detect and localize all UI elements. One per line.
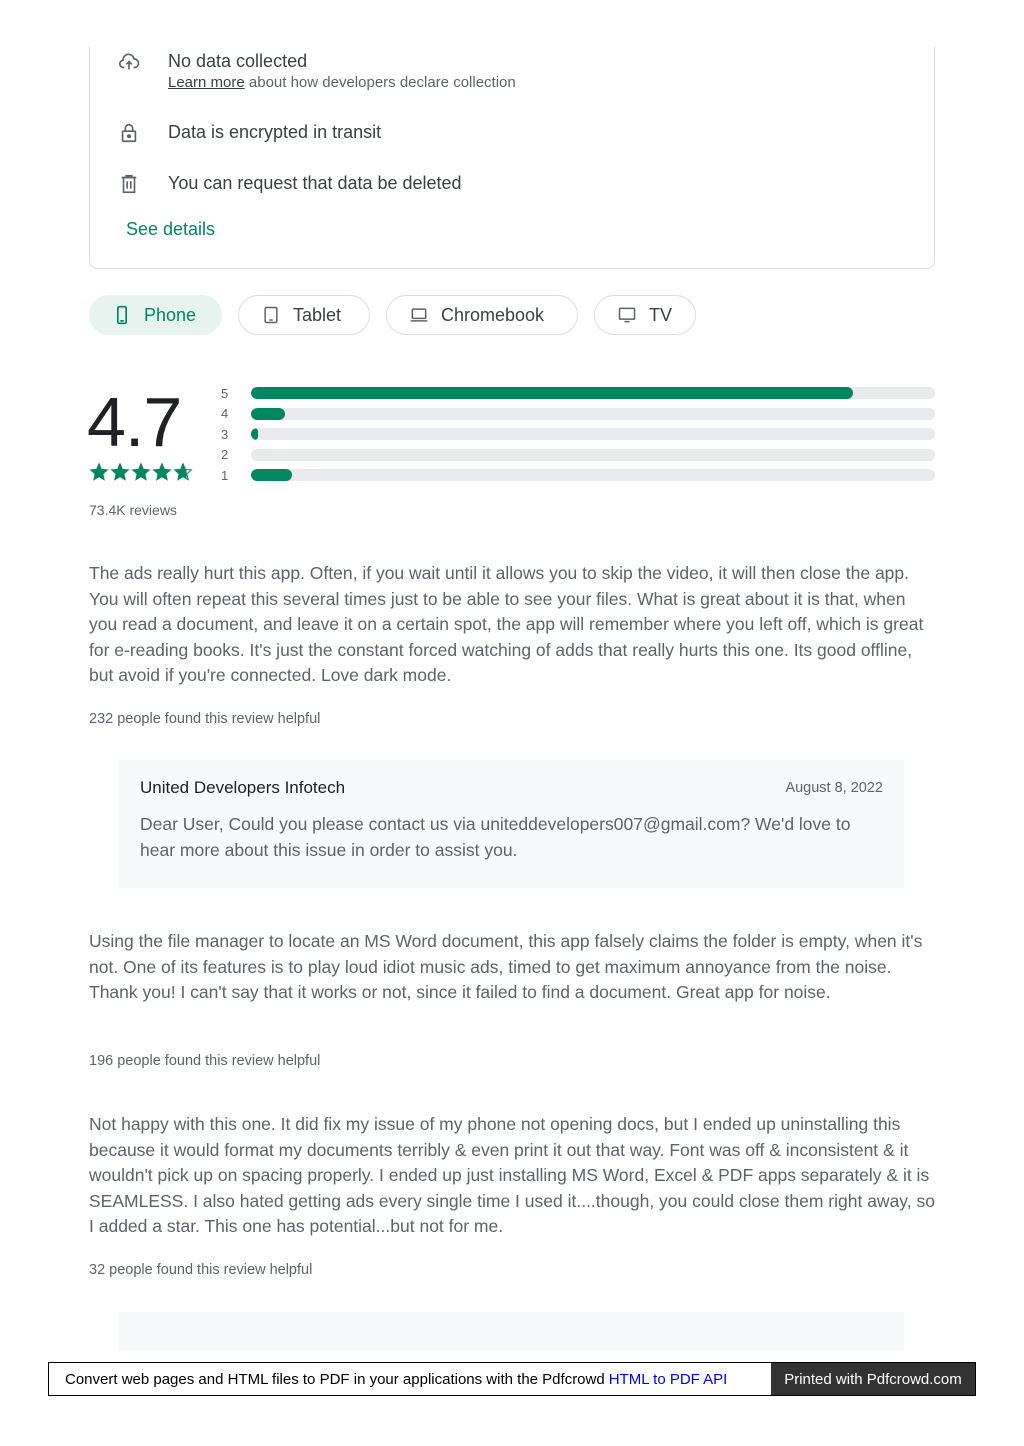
- banner-text: Convert web pages and HTML files to PDF in your applications with the Pdfcrowd: [65, 1370, 605, 1388]
- histogram-fill: [251, 387, 853, 399]
- histogram-row-4: [221, 404, 935, 425]
- chip-tv-label: TV: [649, 304, 673, 325]
- histogram-row-1: [221, 465, 935, 486]
- chip-phone[interactable]: [89, 295, 222, 335]
- review-text: The ads really hurt this app. Often, if you wait until it allows you to skip the video, it will then close the app. You will often repeat this several times just to be able to see your files. What is great about it is that, when you read a document, and leave it on a certain spot, the app will remember where you left off, which is great for e-reading books. It's just the constant forced watching of adds that really hurts this one. Its good offline, but avoid if you're connected. Love dark mode.: [89, 563, 924, 685]
- helpful-count: 32 people found this review helpful: [89, 1262, 313, 1278]
- star-icon: [110, 462, 130, 482]
- review-text: Not happy with this one. It did fix my issue of my phone not opening docs, but I ended up uninstalling this because it would format my documents terribly & even print it out that way. Font was off & inconsistent & it wouldn't pick up on spacing properly. I ended up just installing MS Word, Excel & PDF apps separately & it is SEAMLESS. I also hated getting ads every single time I used it....though, you could close them right away, so I added a star. This one has potential...but not for me.: [89, 1114, 935, 1236]
- learn-more-link[interactable]: Learn more: [168, 74, 245, 91]
- star-icon: [173, 462, 193, 482]
- lock-icon: [118, 122, 140, 144]
- developer-reply-partial: [119, 1312, 904, 1350]
- chip-tablet-label: Tablet: [293, 304, 342, 325]
- reply-text: Dear User, Could you please contact us via uniteddevelopers007@gmail.com? We'd love to hear more about this issue in order to assist you.: [140, 814, 851, 860]
- chip-phone-label: Phone: [144, 304, 197, 325]
- helpful-count: 232 people found this review helpful: [89, 711, 321, 727]
- star-icon: [89, 462, 109, 482]
- rating-histogram: [221, 383, 935, 486]
- star-icon: [152, 462, 172, 482]
- histogram-label: 1: [221, 467, 229, 483]
- cloud-upload-icon: [118, 51, 140, 73]
- star-rating: [89, 462, 194, 482]
- laptop-icon: [409, 305, 429, 325]
- delete-row: [118, 171, 462, 195]
- rating-score: 4.7: [87, 383, 182, 461]
- banner-left: [49, 1363, 771, 1395]
- encrypted-row: [118, 120, 381, 144]
- histogram-row-2: [221, 445, 935, 466]
- see-details-link[interactable]: See details: [126, 219, 216, 239]
- chip-chromebook[interactable]: [386, 295, 578, 335]
- histogram-track: [251, 449, 935, 461]
- learn-more-rest: about how developers declare collection: [244, 74, 516, 91]
- histogram-row-3: [221, 424, 935, 445]
- histogram-label: 2: [221, 447, 229, 463]
- histogram-track: [251, 408, 935, 420]
- histogram-track: [251, 387, 935, 399]
- chip-tv[interactable]: [594, 295, 696, 335]
- learn-more-text: [168, 73, 516, 93]
- data-safety-card: [89, 47, 935, 269]
- printed-with-pdfcrowd[interactable]: Printed with Pdfcrowd.com: [771, 1363, 975, 1395]
- tablet-icon: [261, 305, 281, 325]
- device-chips: [89, 295, 712, 335]
- pdfcrowd-banner: [48, 1362, 976, 1396]
- encrypted-title: Data is encrypted in transit: [168, 122, 382, 142]
- developer-reply: [119, 760, 904, 888]
- trash-icon: [118, 173, 140, 195]
- no-data-collected-row: [118, 49, 516, 93]
- histogram-fill: [251, 469, 292, 481]
- histogram-label: 3: [221, 426, 229, 442]
- review-text: Using the file manager to locate an MS Word document, this app falsely claims the folder is empty, when it's not. One of its features is to play loud idiot music ads, timed to get maximum annoyance from the noise. Thank you! I can't say that it works or not, since it failed to find a document. Great app for noise.: [89, 931, 923, 1002]
- histogram-fill: [251, 408, 285, 420]
- html-to-pdf-api-link[interactable]: HTML to PDF API: [608, 1370, 728, 1388]
- histogram-label: 5: [221, 385, 229, 401]
- histogram-label: 4: [221, 406, 229, 422]
- developer-name: United Developers Infotech: [140, 778, 346, 797]
- delete-title: You can request that data be deleted: [168, 173, 462, 193]
- review-count: 73.4K reviews: [89, 502, 177, 518]
- tv-icon: [617, 305, 637, 325]
- helpful-count: 196 people found this review helpful: [89, 1053, 321, 1069]
- chip-tablet[interactable]: [238, 295, 370, 335]
- chip-chromebook-label: Chromebook: [441, 304, 545, 325]
- histogram-fill: [251, 428, 258, 440]
- histogram-track: [251, 469, 935, 481]
- phone-icon: [112, 305, 132, 325]
- histogram-track: [251, 428, 935, 440]
- histogram-row-5: [221, 383, 935, 404]
- no-data-collected-title: No data collected: [168, 51, 308, 71]
- reply-date: August 8, 2022: [785, 780, 883, 796]
- star-icon: [131, 462, 151, 482]
